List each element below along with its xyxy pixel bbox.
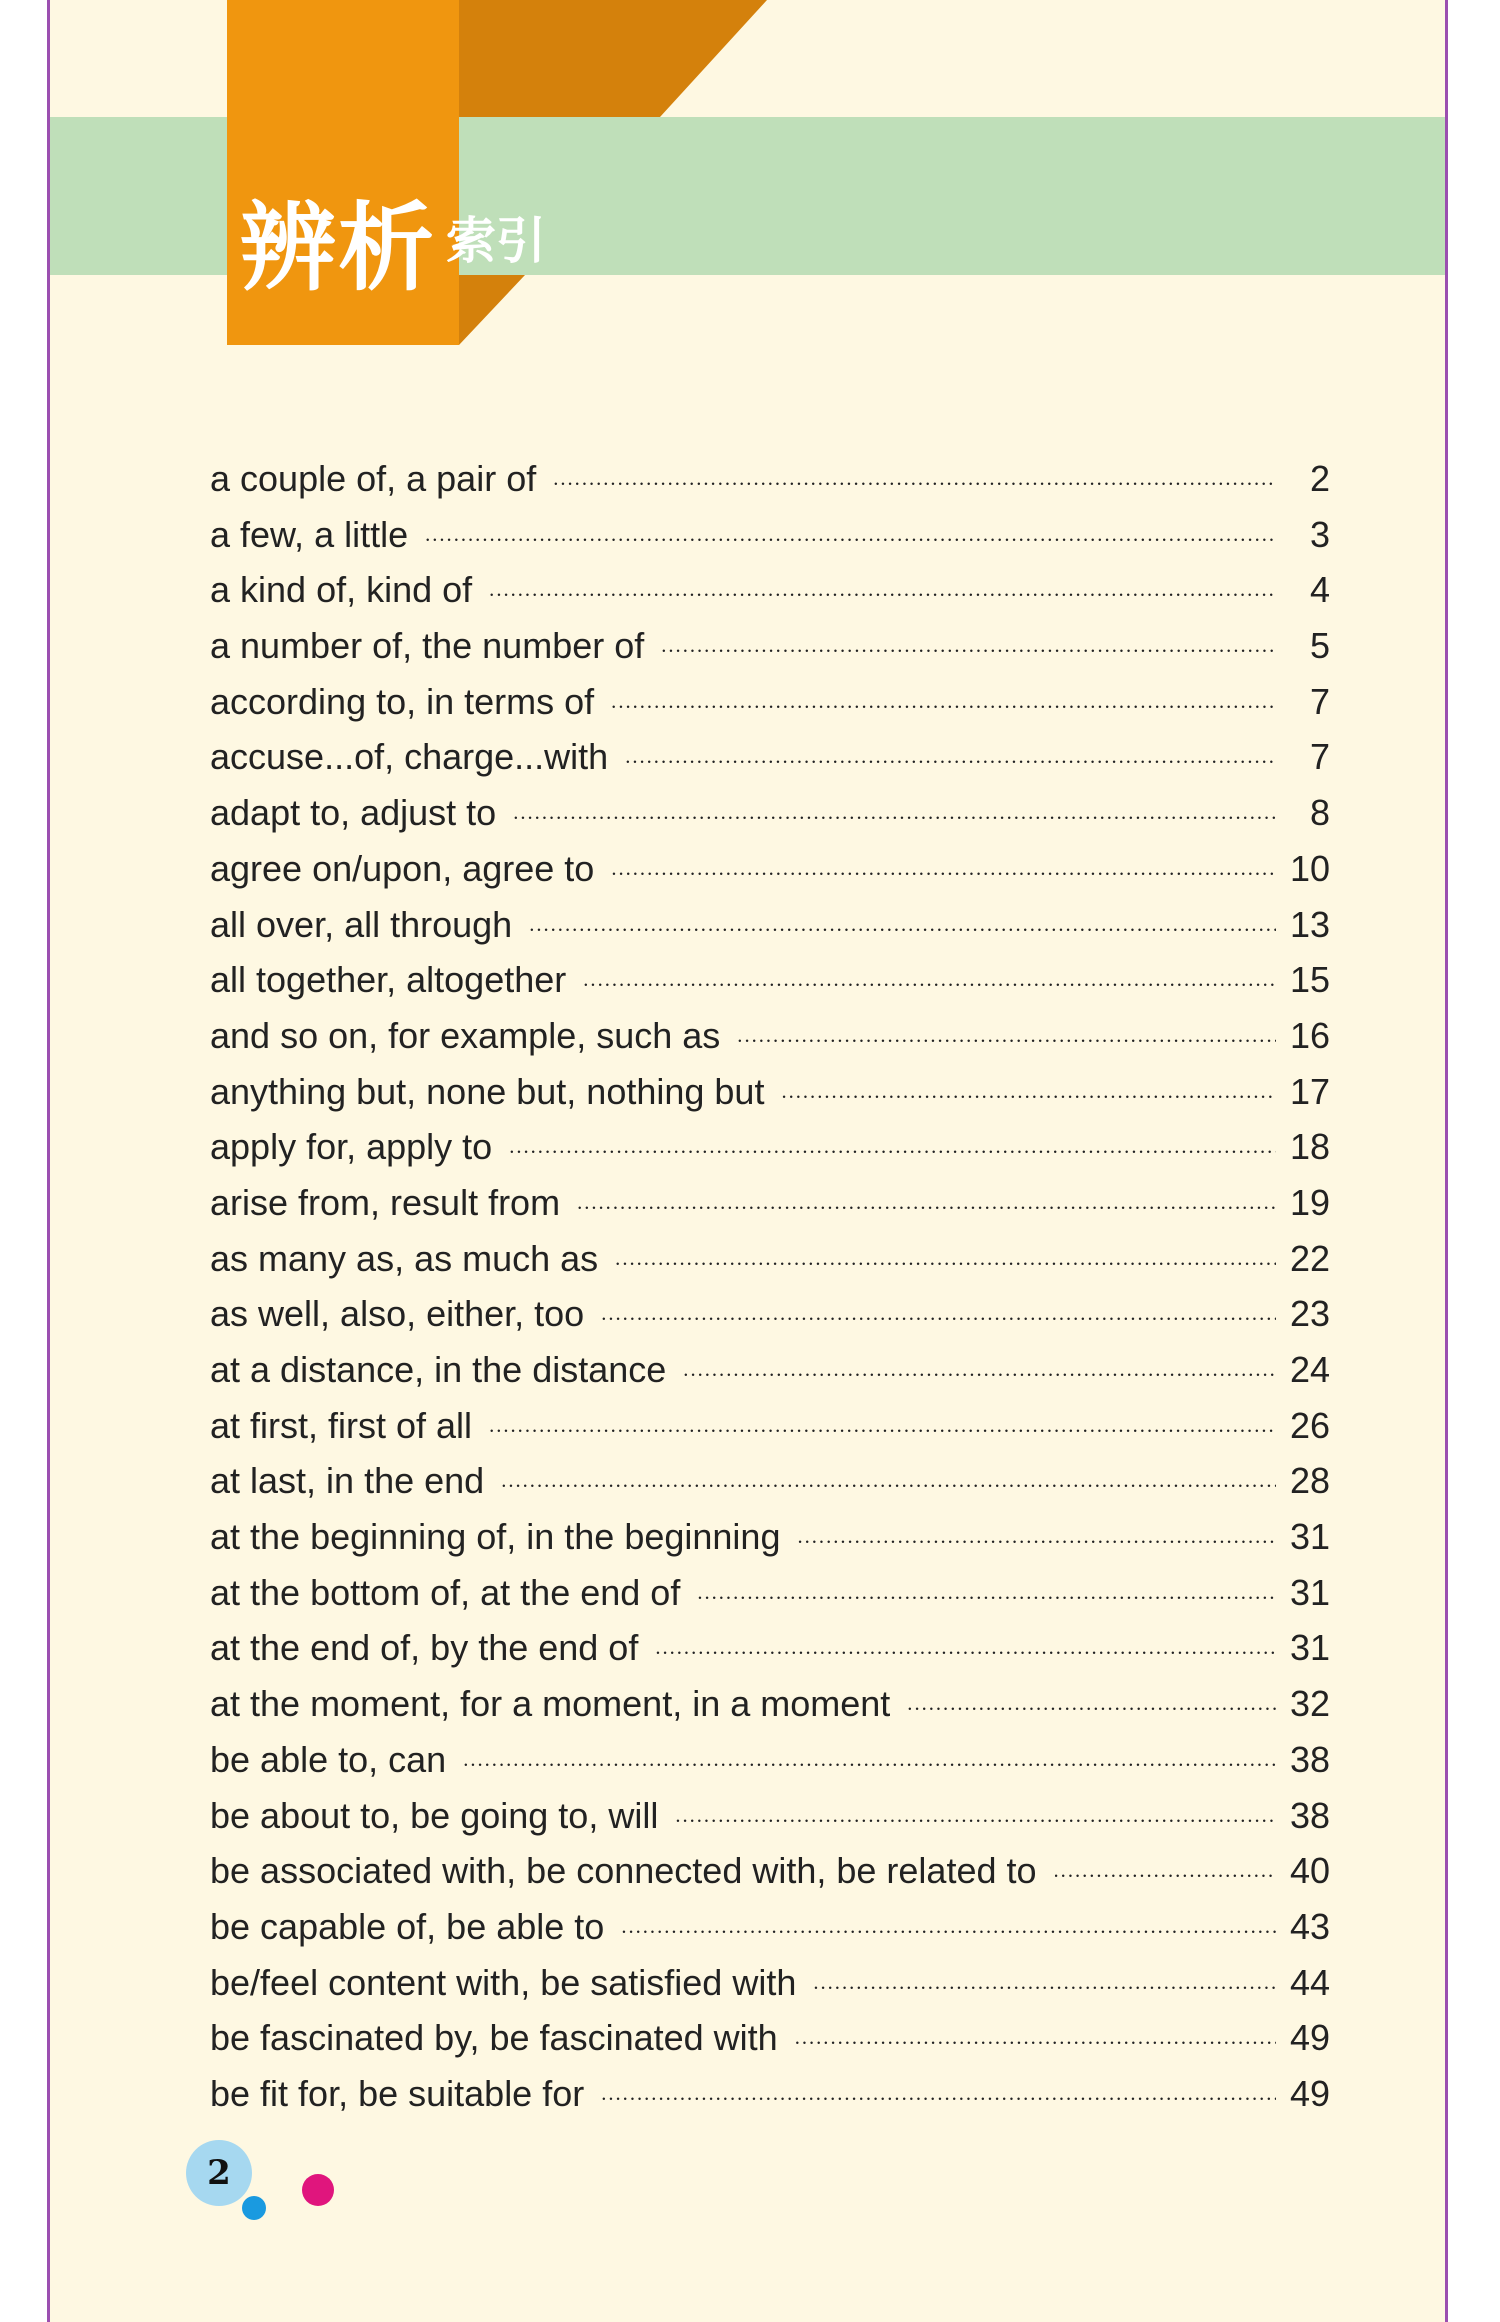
index-entry (210, 1238, 1330, 1294)
index-entry (210, 1349, 1330, 1405)
dot-leader (612, 689, 1276, 717)
index-page-number: 8 (1309, 792, 1330, 834)
index-term: at first, first of all (210, 1404, 473, 1446)
index-page-number: 23 (1289, 1293, 1330, 1335)
dot-leader (578, 1190, 1276, 1218)
index-term: all together, altogether (210, 959, 567, 1001)
page-number-circle (186, 2140, 252, 2206)
index-page-number: 3 (1309, 513, 1330, 555)
index-entry (210, 681, 1330, 737)
ribbon-fold-top (459, 0, 767, 117)
index-term: at the bottom of, at the end of (210, 1571, 681, 1613)
index-page-number: 31 (1289, 1627, 1330, 1669)
index-entry (210, 1739, 1330, 1795)
dot-leader (622, 1914, 1276, 1942)
index-term: be associated with, be connected with, be related to (210, 1850, 1037, 1892)
dot-leader (464, 1747, 1276, 1775)
index-term: a number of, the number of (210, 625, 645, 667)
index-entry (210, 1182, 1330, 1238)
index-term: as many as, as much as (210, 1237, 599, 1279)
page-number: 2 (207, 2153, 231, 2193)
dot-leader (796, 2025, 1276, 2053)
dot-leader (908, 1691, 1276, 1719)
index-term: arise from, result from (210, 1181, 561, 1223)
index-entry (210, 848, 1330, 904)
index-entry (210, 625, 1330, 681)
index-entry (210, 1293, 1330, 1349)
index-page-number: 28 (1289, 1460, 1330, 1502)
index-entry (210, 1572, 1330, 1628)
index-page-number: 38 (1289, 1738, 1330, 1780)
index-term: be capable of, be able to (210, 1905, 605, 1947)
index-entry (210, 1795, 1330, 1851)
index-entry (210, 569, 1330, 625)
index-entry (210, 1460, 1330, 1516)
index-term: anything but, none but, nothing but (210, 1070, 765, 1112)
dot-leader (502, 1468, 1276, 1496)
dot-leader (1055, 1858, 1276, 1886)
dot-leader (510, 1134, 1276, 1162)
index-entry (210, 1405, 1330, 1461)
index-page-number: 10 (1289, 847, 1330, 889)
index-entry (210, 2017, 1330, 2073)
index-term: agree on/upon, agree to (210, 847, 595, 889)
index-entry (210, 1126, 1330, 1182)
index-term: be fit for, be suitable for (210, 2072, 585, 2114)
dot-leader (616, 1246, 1276, 1274)
dot-leader (684, 1357, 1276, 1385)
index-page-number: 40 (1289, 1850, 1330, 1892)
index-term: at the moment, for a moment, in a moment (210, 1683, 891, 1725)
dot-leader (698, 1580, 1276, 1608)
dot-leader (782, 1079, 1276, 1107)
index-entry (210, 1071, 1330, 1127)
dot-leader (530, 912, 1276, 940)
index-page-number: 5 (1309, 625, 1330, 667)
index-term: as well, also, either, too (210, 1293, 585, 1335)
index-page-number: 31 (1289, 1571, 1330, 1613)
index-page-number: 16 (1289, 1014, 1330, 1056)
index-page-number: 13 (1289, 903, 1330, 945)
index-page-number: 49 (1289, 2072, 1330, 2114)
index-page-number: 15 (1289, 959, 1330, 1001)
index-term: accuse...of, charge...with (210, 736, 609, 778)
index-entry (210, 1850, 1330, 1906)
dot-leader (554, 466, 1276, 494)
index-list (210, 458, 1330, 2129)
index-term: at the beginning of, in the beginning (210, 1516, 781, 1558)
index-page-number: 24 (1289, 1349, 1330, 1390)
index-page-number: 2 (1309, 458, 1330, 499)
index-entry (210, 1962, 1330, 2018)
dot-leader (490, 577, 1276, 605)
index-term: adapt to, adjust to (210, 792, 497, 834)
index-page-number: 44 (1289, 1961, 1330, 2003)
index-entry (210, 1015, 1330, 1071)
index-page-number: 19 (1289, 1181, 1330, 1223)
dot-leader (738, 1023, 1276, 1051)
index-term: at the end of, by the end of (210, 1627, 639, 1669)
dot-leader (490, 1413, 1276, 1441)
dot-leader (514, 800, 1276, 828)
page-title (240, 192, 546, 304)
index-term: apply for, apply to (210, 1126, 493, 1168)
dot-leader (676, 1803, 1276, 1831)
index-page-number: 18 (1289, 1126, 1330, 1168)
index-page-number: 32 (1289, 1683, 1330, 1725)
index-page-number: 7 (1309, 680, 1330, 722)
decor-dot-pink (302, 2174, 334, 2206)
index-entry (210, 458, 1330, 514)
index-term: a couple of, a pair of (210, 458, 537, 499)
dot-leader (662, 633, 1276, 661)
index-entry (210, 1627, 1330, 1683)
dot-leader (814, 1970, 1276, 1998)
index-page-number: 38 (1289, 1794, 1330, 1836)
dot-leader (626, 744, 1276, 772)
index-term: be able to, can (210, 1738, 447, 1780)
dot-leader (602, 1301, 1276, 1329)
title-main: 辨析 (240, 192, 436, 304)
index-page-number: 17 (1289, 1070, 1330, 1112)
index-term: all over, all through (210, 903, 513, 945)
index-term: at last, in the end (210, 1460, 485, 1502)
index-term: according to, in terms of (210, 680, 595, 722)
index-entry (210, 2073, 1330, 2129)
dot-leader (656, 1635, 1276, 1663)
index-term: be fascinated by, be fascinated with (210, 2017, 778, 2059)
index-page-number: 22 (1289, 1237, 1330, 1279)
index-page-number: 43 (1289, 1905, 1330, 1947)
index-entry (210, 792, 1330, 848)
index-page-number: 4 (1309, 569, 1330, 611)
index-page-number: 26 (1289, 1404, 1330, 1446)
dot-leader (426, 522, 1276, 550)
index-entry (210, 959, 1330, 1015)
index-term: a few, a little (210, 513, 409, 555)
index-entry (210, 1683, 1330, 1739)
index-entry (210, 1906, 1330, 1962)
index-entry (210, 904, 1330, 960)
index-term: a kind of, kind of (210, 569, 473, 611)
index-term: be about to, be going to, will (210, 1794, 659, 1836)
index-entry (210, 1516, 1330, 1572)
title-sub: 索引 (446, 212, 546, 270)
index-term: and so on, for example, such as (210, 1014, 721, 1056)
index-page-number: 31 (1289, 1516, 1330, 1558)
page-number-marker (186, 2140, 386, 2220)
dot-leader (584, 967, 1276, 995)
header-ribbon (50, 0, 1448, 360)
book-page (47, 0, 1448, 2322)
index-page-number: 7 (1309, 736, 1330, 778)
dot-leader (602, 2081, 1276, 2109)
index-entry (210, 514, 1330, 570)
index-term: at a distance, in the distance (210, 1349, 667, 1390)
dot-leader (798, 1524, 1275, 1552)
index-page-number: 49 (1289, 2017, 1330, 2059)
dot-leader (612, 856, 1276, 884)
index-term: be/feel content with, be satisfied with (210, 1961, 797, 2003)
index-entry (210, 736, 1330, 792)
decor-dot-blue (242, 2196, 266, 2220)
